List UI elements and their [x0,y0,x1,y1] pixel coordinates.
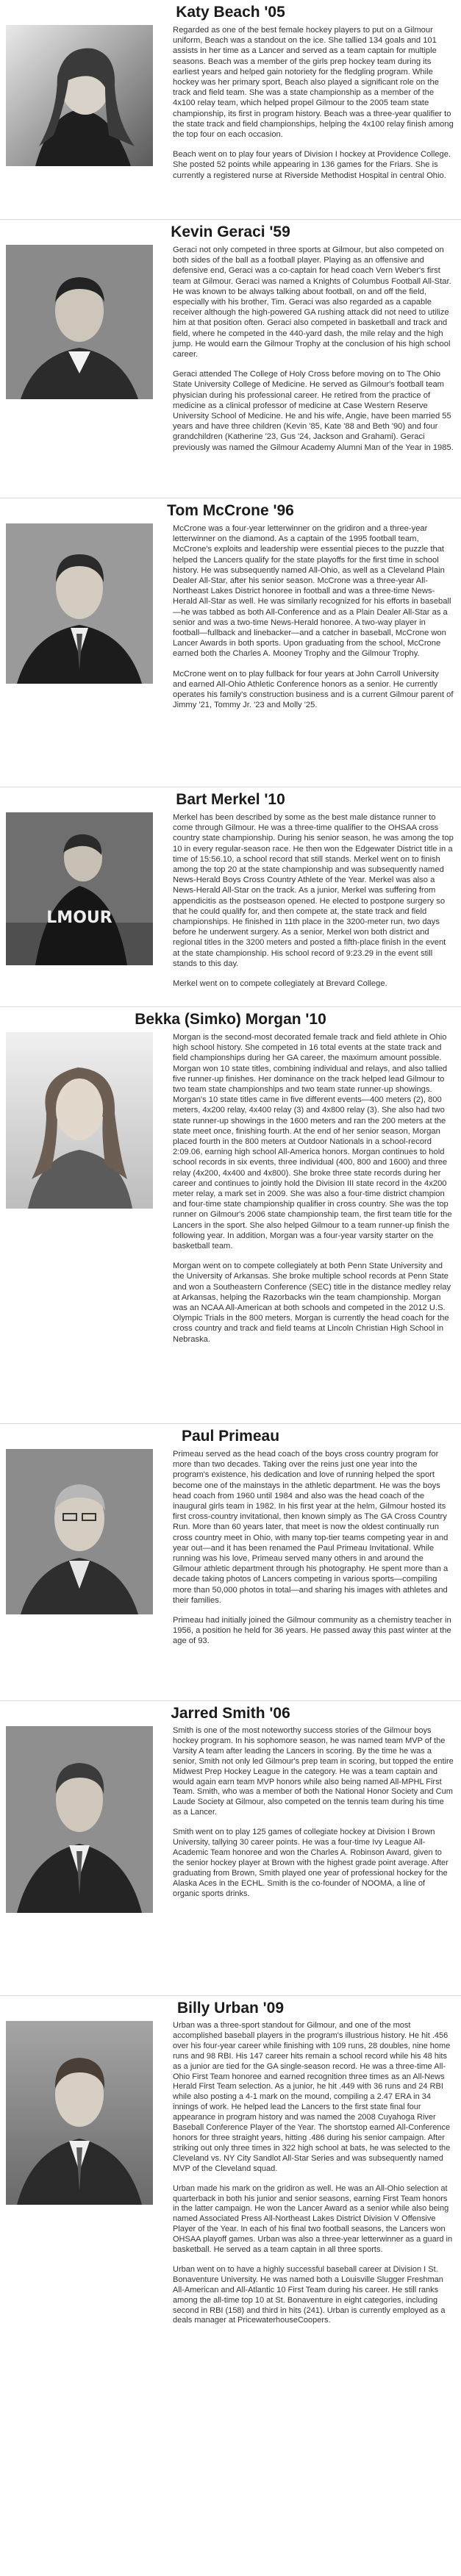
inductee-jarred-smith [0,1700,461,1995]
svg-text:LMOUR: LMOUR [46,909,112,927]
bio-paragraph: Regarded as one of the best female hockey players to put on a Gilmour uniform, Beach was a standout on the ice. She tallied 134 goals and 101 assists in her time as a Lancer and served as a team captain for multiple seasons. Beach was a member of the girls prep hockey team during its earliest years and helped gain notoriety for the fledgling program. While hockey was her primary sport, Beach also played a significant role on the track and field team. She was a state championship as a member of the 4x100 relay team, which helped propel Gilmour to the 2005 team state championship, its first in program history. Beach was a three-year qualifier to the state track and field championships, helping the 4x100 relay finish among the top four on each occasion. [173,26,454,140]
inductee-bio [173,1449,454,1656]
portrait-photo [6,1726,153,1913]
portrait-photo [6,25,153,166]
portrait-image [6,1726,153,1913]
inductee-name: Bekka (Simko) Morgan '10 [135,1011,326,1028]
inductee-bart-merkel [0,787,461,1006]
bio-paragraph: Smith went on to play 125 games of collegiate hockey at Division I Brown University, tallying 30 career points. He was a four-time Ivy League All-Academic Team honoree and won the Charles A. Robinson Award, given to the senior hockey player at Brown with the highest grade point average. After graduating from Brown, Smith played one year of professional hockey for the Alaska Aces in the ECHL. Smith is the co-founder of NOOMA, a line of organic sports drinks. [173,1828,449,1898]
portrait-image [6,1032,153,1209]
bio-paragraph: Geraci not only competed in three sports at Gilmour, but also competed on both sides of the ball as a football player. Playing as an offensive and defensive end, Geraci was a co-captain for head coach Vern Weber's first team at Gilmour. Geraci was named a Knights of Columbus Football All-Star. He was known to be always talking about football, on and off the field, especially with his brother, Tim. Geraci was also regarded as a capable receiver although the high-powered GA rushing attack did not need to utilize him at that position often. Geraci also competed in basketball and track and field, where he competed in the 440-yard dash, the mile relay and the high jump. He would earn the Gilmour Trophy at the conclusion of his high school career. [173,246,451,359]
inductee-bio [173,25,454,190]
portrait-image [6,523,153,684]
portrait-image [6,1449,153,1614]
bio-paragraph: Primeau served as the head coach of the boys cross country program for more than two decades. Taking over the reins just one year into the program's existence, his dedication and love of running helped the sport become one of the mainstays in the athletic department. He was the boys head coach from 1960 until 1984 and also was the head coach of the inaugural girls team in 1982. In his first year at the helm, Gilmour hosted its first cross-country invitational, then known simply as The GA Cross Country Run. More than 60 years later, that meet is now the oldest continually run cross country meet in Ohio, with many top-tier teams competing year in and year out—and it has been renamed the Paul Primeau Invitational. While running was his love, Primeau served many others in and around the Gilmour athletic department through his photography. He spent more than a decade taking photos of Lancers competing in various sports—compiling more than 50,000 photos in total—and sharing his images with athletes and their families. [173,1450,449,1605]
inductee-bio [173,245,454,462]
bio-paragraph: McCrone went on to play fullback for four years at John Carroll University and earned All-Ohio Athletic Conference honors as a senior. He currently operates his family's construction business and is a current Gilmour parent of Jimmy '21, Tommy Jr. '23 and Molly '25. [173,669,454,710]
bio-paragraph: Merkel went on to compete collegiately at Brevard College. [173,979,387,989]
inductee-bio [173,812,454,998]
inductee-paul-primeau [0,1423,461,1700]
inductee-bio [173,1726,454,1909]
portrait-photo [6,523,153,684]
inductee-name: Tom McCrone '96 [167,502,294,519]
bio-paragraph: Urban was a three-sport standout for Gilmour, and one of the most accomplished baseball players in the program's illustrious history. He hit .456 over his four-year career while finishing with 109 runs, 28 doubles, nine home runs and 98 RBI. His 147 career hits remain a school record while his 48 hits as a junior are tied for the GA single-season record. He was a three-time All-Ohio First Team honoree and earned recognition three times as an All-News Herald First Team selection. As a junior, he hit .449 with 36 runs and 24 RBI while also posting a 4-1 mark on the mound, compiling a 2.47 ERA in 34 innings of work. He helped lead the Lancers to the first state final four appearance in program history and was named the 2008 Cuyahoga River Baseball Conference Player of the Year. The shortstop earned All-Conference honors for three straight years, hitting .486 during his senior campaign. After striking out only three times in 322 high school at bats, he was selected to the Cleveland vs. NY City Sandlot All-Star Series and was subsequently named MVP of the Cleveland squad. [173,2021,451,2173]
inductee-bio [173,2021,454,2336]
bio-paragraph: Beach went on to play four years of Division I hockey at Providence College. She posted 52 points while appearing in 136 games for the Friars. She is currently a registered nurse at Riverside Methodist Hospital in central Ohio. [173,150,451,180]
bio-paragraph: Primeau had initially joined the Gilmour community as a chemistry teacher in 1956, a position he held for 36 years. He passed away this past winter at the age of 93. [173,1616,451,1646]
inductee-name: Paul Primeau [181,1428,280,1445]
inductee-name: Kevin Geraci '59 [171,223,290,240]
bio-paragraph: Merkel has been described by some as the best male distance runner to come through Gilmour. He was a three-time qualifier to the OHSAA cross country state championship. During his senior season, he was among the top 10 in every regular-season race. He then won the Edgewater District title in a time of 15:56.10, a school record that still stands. Merkel went on to finish among the top 20 at the state championship and was subsequently named News-Herald Boys Cross Country Athlete of the Year. Merkel was also a News-Herald All-Star on the track. As a junior, Merkel was suffering from appendicitis as the postseason opened. He elected to postpone surgery so that he could qualify for, and then compete at, the state track and field championships. He finished in 11th place in the 3200-meter run, two days before he underwent surgery. As a senior, Merkel won both district and regional titles in the 3200 meters and posted a fifth-place finish in the event at the state championship. His school record of 9:23.29 in the event still stands to this day. [173,813,454,968]
action-photo [6,812,153,965]
bio-paragraph: Urban made his mark on the gridiron as well. He was an All-Ohio selection at quarterback in both his junior and senior seasons, earning First Team honors in the latter campaign. He won the Lancer Award as a senior while also being named Associated Press All-Northeast Lakes District Division V Offensive Player of the Year. In each of his final two football seasons, the Lancers won OHSAA playoff games. Urban was also a three-year letterwinner as a guard in basketball. He served as a team captain in all three sports. [173,2183,453,2255]
portrait-photo [6,245,153,399]
inductee-name: Jarred Smith '06 [171,1705,290,1722]
inductee-bio [173,523,454,720]
runner-image [6,812,153,965]
portrait-photo [6,2021,153,2205]
inductee-name: Bart Merkel '10 [176,791,285,808]
inductee-katy-beach [0,0,461,219]
bio-paragraph: McCrone was a four-year letterwinner on the gridiron and a three-year letterwinner on the diamond. As a captain of the 1995 football team, McCrone's exploits and leadership were essential pieces to the puzzle that helped the Lancers qualify for the state playoffs for the first time in school history. He was subsequently named All-Ohio, as well as a Cleveland Plain Dealer All-Star, after his senior season. McCrone was a three-year All-Northeast Lakes District honoree in football and was a three-time News-Herald All-Star as well. He was similarly recognized for his efforts in baseball—he was tabbed as both All-Conference and as a Plain Dealer All-Star as a senior and was a two-time News-Herald honoree. A two-way player in football—fullback and linebacker—and a catcher in baseball, McCrone won Lancer Awards in both sports. Upon graduating from the school, McCrone earned both the Charles A. Mooney Trophy and the Gilmour Trophy. [173,524,451,659]
bio-paragraph: Geraci attended The College of Holy Cross before moving on to The Ohio State University College of Medicine. He served as Gilmour's football team physician during his professional career. He retired from the practice of medicine as a clinical professor of medicine at Case Western Reserve University School of Medicine. He and his wife, Angie, have been married 55 years and have three children (Kevin '85, Kate '88 and Beth '90) and four grandchildren (Katherine '23, Gus '24, Jackson and Grahami). Geraci previously was named the Gilmour Academy Alumni Man of the Year in 1985. [173,370,454,452]
inductee-billy-urban [0,1995,461,2434]
portrait-photo [6,1449,153,1614]
bio-paragraph: Morgan went on to compete collegiately at both Penn State University and the University of Arkansas. She broke multiple school records at Penn State and won a Southeastern Conference (SEC) title in the distance medley relay at Arkansas, helping the Razorbacks win the team championship. Morgan was an NCAA All-American at both schools and competed in the 2012 U.S. Olympic Trials in the 800 meters. Morgan is currently the head coach for the cross country and track and field teams at Lincoln Christian High School in Nebraska. [173,1262,451,1344]
inductee-kevin-geraci [0,219,461,498]
portrait-photo [6,1032,153,1209]
inductee-bekka-morgan [0,1006,461,1423]
inductee-tom-mccrone [0,498,461,787]
inductee-name: Billy Urban '09 [176,2000,285,2017]
portrait-image [6,2021,153,2205]
inductee-bio [173,1032,454,1354]
bio-paragraph: Morgan is the second-most decorated female track and field athlete in Ohio high school history. She competed in 16 total events at the state track and field championships during her GA career, the maximum amount possible. Morgan won 10 state titles, combining individual and relays, and also tallied five runner-up finishes. Her dominance on the track helped lead Gilmour to two team state championships and two team state runner-up showings. Morgan's 10 state titles came in five different events—400 meters (2), 800 meters, 4x200 relay, 4x400 relay (3) and 4x800 relay (3). She also had two state runner-up showings in the 1600 meters and ran the 200 meters at the state meet once, finishing fourth. At the end of her senior season, Morgan placed fourth in the 800 meters at Outdoor Nationals in a school-record 2:09.06, earning high school All-America honors. Morgan continues to hold school records in six events, three individual (400, 800 and 1600) and three relay (4x200, 4x400 and 4x800). She broke three state records during her career and continues to jointly hold the Division III state record in the 4x200 meter relay, a mark set in 2009. She was also a four-time district champion and four-time state championship qualifier in cross country. She was the top runner on Gilmour's 2006 state championship team, the first team title for the Lancers in the sport. She also helped Gilmour to a team runner-up finish the following year. In addition, Morgan was a four-year varsity starter on the basketball team. [173,1033,452,1251]
portrait-image [6,245,153,399]
inductee-name: Katy Beach '05 [176,4,285,21]
bio-paragraph: Smith is one of the most noteworthy success stories of the Gilmour boys hockey program. In his sophomore season, he was named team MVP of the Varsity A team after leading the Lancers in scoring. By the time he was a senior, Smith not only led Gilmour's prep team in scoring, but topped the entire Midwest Prep Hockey League in the category. He was a team captain and would again earn team MVP honors while also being named All-MPHL First Team. Smith, who was a member of both the National Honor Society and Cum Laude Society at Gilmour, also competed on the tennis team during his time as a Lancer. [173,1726,454,1817]
bio-paragraph: Urban went on to have a highly successful baseball career at Division I St. Bonaventure University. He was named both a Louisville Slugger Freshman All-American and All-Atlantic 10 First Team during his career. He still ranks among the all-time top 10 at St. Bonaventure in eight categories, including second in RBI (158) and third in hits (241). Urban is currently employed as a deals manager at PricewaterhouseCoopers. [173,2264,446,2325]
portrait-image [6,25,153,166]
